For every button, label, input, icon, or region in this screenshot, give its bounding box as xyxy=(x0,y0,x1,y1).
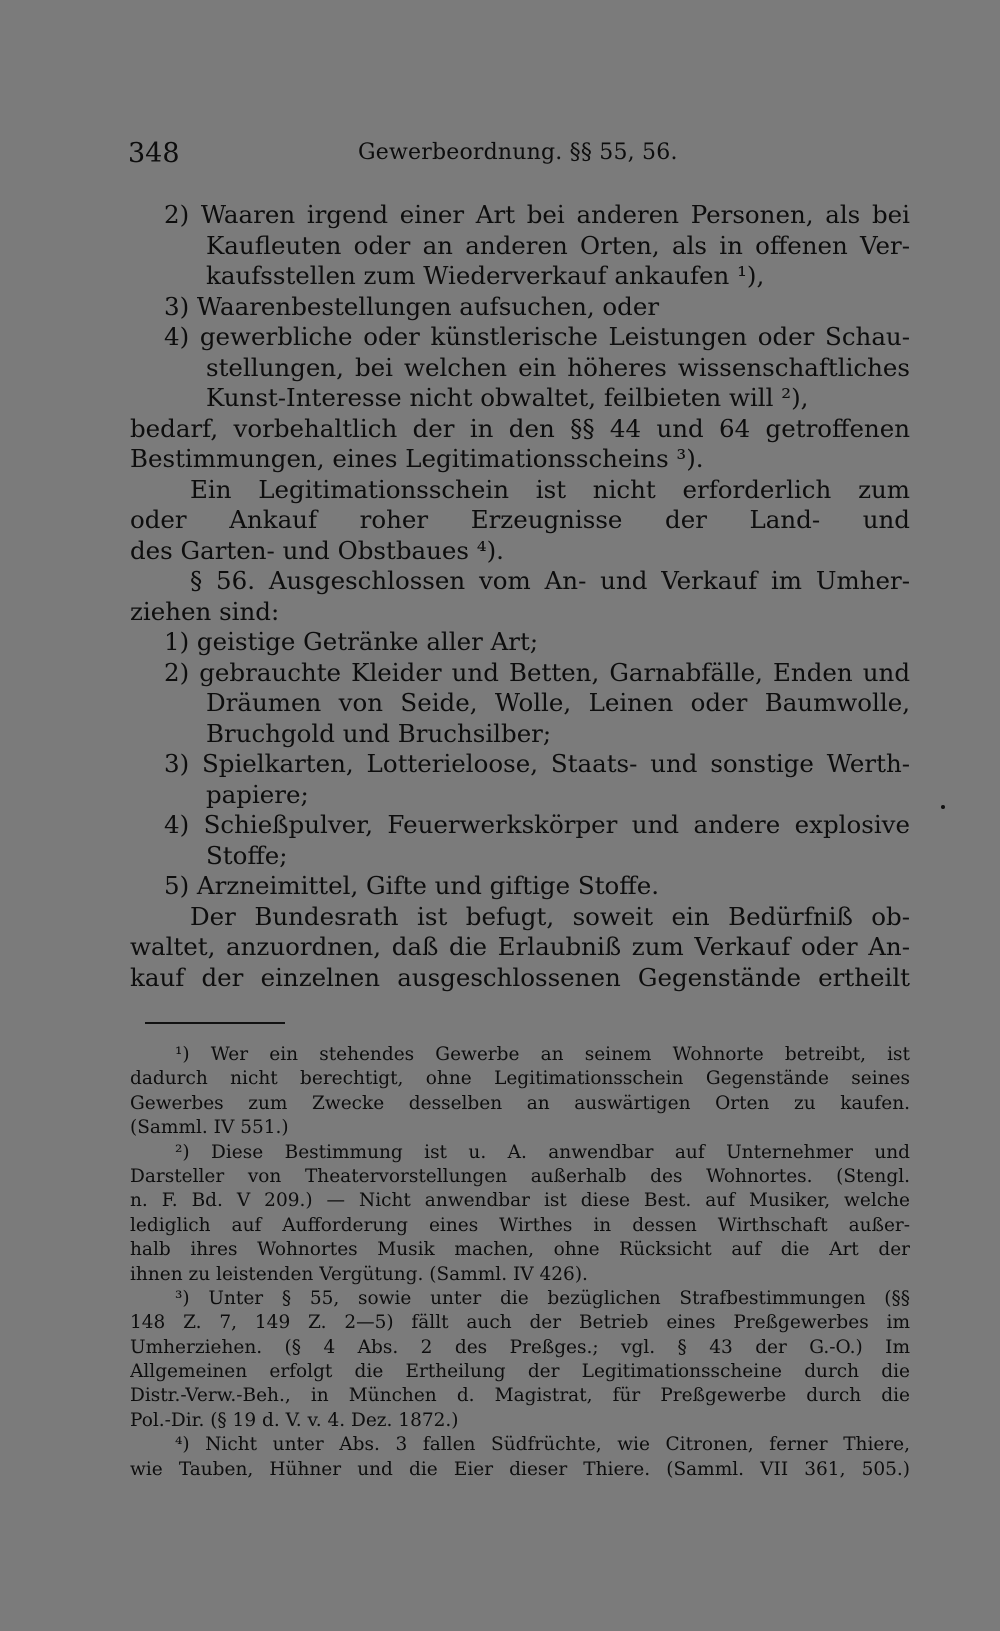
page-number: 348 xyxy=(128,138,180,169)
footnote-line: ihnen zu leistenden Vergütung. (Samml. IV 426). xyxy=(130,1263,588,1285)
text-line: oder Ankauf roher Erzeugnisse der Land- und xyxy=(130,505,910,534)
footnote-line: Darsteller von Theatervorstellungen außerhalb des Wohnortes. (Stengl. xyxy=(130,1165,910,1187)
text-line: kaufsstellen zum Wiederverkauf ankaufen ¹), xyxy=(206,261,765,290)
text-line: kauf der einzelnen ausgeschlossenen Gegenstände ertheilt xyxy=(130,962,910,992)
text-line: Stoffe; xyxy=(206,840,288,870)
text-line: 2) Waaren irgend einer Art bei anderen Personen, als bei xyxy=(164,200,910,229)
print-speck xyxy=(941,805,945,809)
footnote-line: Allgemeinen erfolgt die Ertheilung der Legitimationsscheine durch die xyxy=(130,1361,910,1383)
text-line: Ein Legitimationsschein ist nicht erforderlich zum xyxy=(190,474,910,504)
footnote-line: Pol.-Dir. (§ 19 d. V. v. 4. Dez. 1872.) xyxy=(130,1409,459,1431)
text-line: Kunst-Interesse nicht obwaltet, feilbieten will ²), xyxy=(206,383,809,412)
text-line: stellungen, bei welchen ein höheres wissenschaftliches xyxy=(206,352,910,382)
footnote-line: ²) Diese Bestimmung ist u. A. anwendbar auf Unternehmer und xyxy=(175,1141,910,1163)
footnote-line: Distr.-Verw.-Beh., in München d. Magistrat, für Preßgewerbe durch die xyxy=(130,1385,910,1407)
footnote-line: dadurch nicht berechtigt, ohne Legitimationsschein Gegenstände seines xyxy=(130,1068,910,1090)
page-header xyxy=(128,138,908,178)
footnote-line: wie Tauben, Hühner und die Eier dieser Thiere. (Samml. VII 361, 505.) xyxy=(130,1458,910,1480)
text-line: ziehen sind: xyxy=(130,596,280,626)
running-title: Gewerbeordnung. §§ 55, 56. xyxy=(358,140,678,165)
text-line: § 56. Ausgeschlossen vom An- und Verkauf im Umher- xyxy=(190,566,910,595)
text-line: des Garten- und Obstbaues ⁴). xyxy=(130,535,504,565)
footnotes xyxy=(130,1043,910,1482)
footnote-line: halb ihres Wohnortes Musik machen, ohne Rücksicht auf die Art der xyxy=(130,1239,910,1261)
footnote-line: n. F. Bd. V 209.) — Nicht anwendbar ist diese Best. auf Musiker, welche xyxy=(130,1190,910,1212)
footnote-separator xyxy=(145,1022,285,1024)
text-line: 2) gebrauchte Kleider und Betten, Garnabfälle, Enden und xyxy=(164,657,910,687)
text-line: Dräumen von Seide, Wolle, Leinen oder Baumwolle, xyxy=(206,688,910,717)
text-line: 3) Waarenbestellungen aufsuchen, oder xyxy=(164,291,660,321)
text-line: waltet, anzuordnen, daß die Erlaubniß zum Verkauf oder An- xyxy=(130,932,910,961)
footnote-line: ¹) Wer ein stehendes Gewerbe an seinem Wohnorte betreibt, ist xyxy=(175,1044,910,1065)
text-line: papiere; xyxy=(206,779,309,809)
text-line: Kaufleuten oder an anderen Orten, als in offenen Ver- xyxy=(206,230,910,260)
footnote-line: (Samml. IV 551.) xyxy=(130,1117,289,1139)
text-line: 4) gewerbliche oder künstlerische Leistungen oder Schau- xyxy=(164,322,910,351)
footnote-line: Umherziehen. (§ 4 Abs. 2 des Preßges.; vgl. § 43 der G.-O.) Im xyxy=(130,1336,910,1358)
footnote-line: Gewerbes zum Zwecke desselben an auswärtigen Orten zu kaufen. xyxy=(130,1092,910,1114)
text-line: 4) Schießpulver, Feuerwerkskörper und andere explosive xyxy=(164,810,910,839)
footnote-line: ³) Unter § 55, sowie unter die bezüglichen Strafbestimmungen (§§ xyxy=(175,1287,910,1309)
text-line: 3) Spielkarten, Lotterieloose, Staats- und sonstige Werth- xyxy=(164,749,910,778)
text-line: 1) geistige Getränke aller Art; xyxy=(164,627,539,656)
main-text xyxy=(130,200,910,993)
footnote-line: 148 Z. 7, 149 Z. 2—5) fällt auch der Betrieb eines Preßgewerbes im xyxy=(130,1312,910,1334)
text-line: Bruchgold und Bruchsilber; xyxy=(206,718,552,748)
footnote-line: ⁴) Nicht unter Abs. 3 fallen Südfrüchte, wie Citronen, ferner Thiere, xyxy=(175,1434,910,1456)
text-line: 5) Arzneimittel, Gifte und giftige Stoffe. xyxy=(164,871,659,900)
footnote-line: lediglich auf Aufforderung eines Wirthes in dessen Wirthschaft außer- xyxy=(130,1214,910,1236)
text-line: Der Bundesrath ist befugt, soweit ein Bedürfniß ob- xyxy=(190,901,910,931)
text-line: bedarf, vorbehaltlich der in den §§ 44 und 64 getroffenen xyxy=(130,413,910,443)
text-line: Bestimmungen, eines Legitimationsscheins ³). xyxy=(130,444,704,473)
